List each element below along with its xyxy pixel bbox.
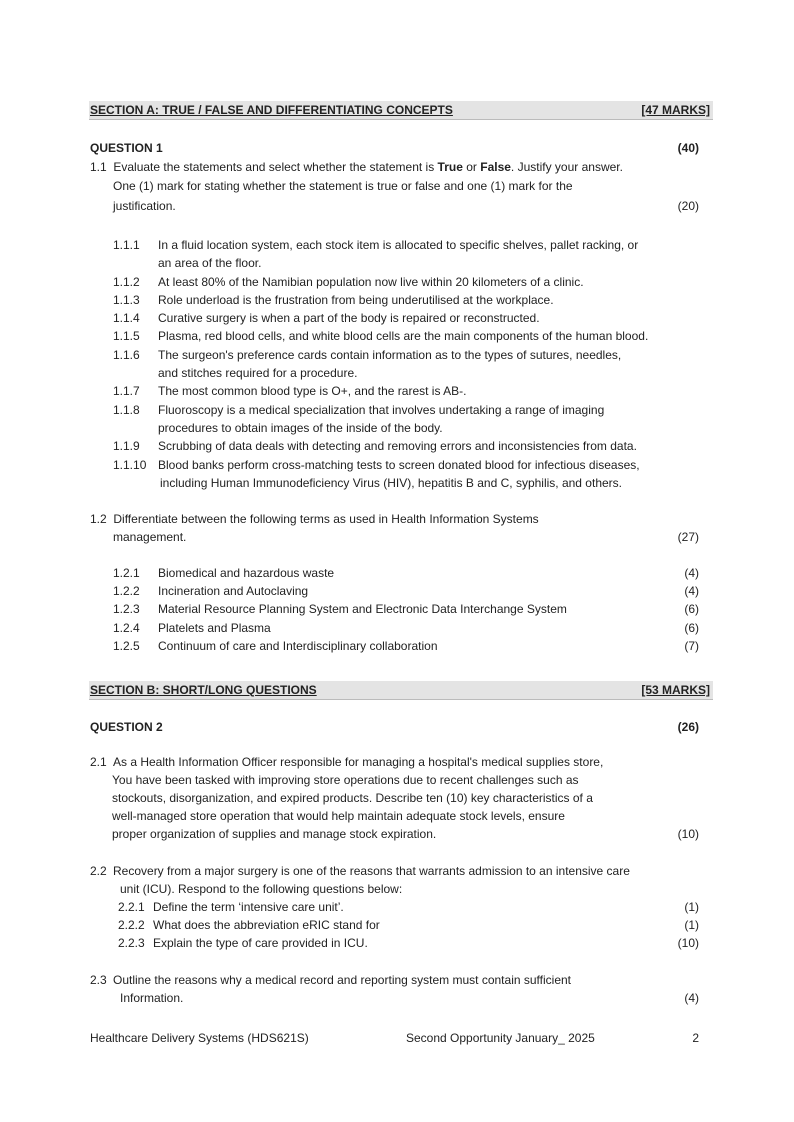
- question-number: 1.1: [90, 160, 107, 174]
- section-marks: [47 MARKS]: [641, 103, 710, 117]
- question-text: Outline the reasons why a medical record and reporting system must contain sufficient: [113, 973, 572, 987]
- text: . Justify your answer.: [510, 160, 623, 174]
- item-text: Biomedical and hazardous waste: [158, 566, 335, 580]
- statement-text: including Human Immunodeficiency Virus (HIV), hepatitis B and C, syphilis, and others.: [160, 476, 622, 490]
- statement-text: In a fluid location system, each stock item is allocated to specific shelves, pallet racking, or: [158, 238, 639, 252]
- item-number: 1.1.2: [113, 275, 140, 289]
- question-text: well-managed store operation that would help maintain adequate stock levels, ensure: [112, 809, 565, 823]
- item-number: 1.1.8: [113, 403, 140, 417]
- statement-text: Scrubbing of data deals with detecting and removing errors and inconsistencies from data.: [158, 439, 637, 453]
- text: Differentiate between the following terms as used in Health Information Systems: [113, 512, 539, 526]
- question-number: 1.2: [90, 512, 107, 526]
- footer-exam: Second Opportunity January_ 2025: [406, 1031, 595, 1045]
- item-marks: (4): [684, 566, 699, 580]
- question-title: QUESTION 1: [90, 141, 163, 155]
- item-number: 1.1.4: [113, 311, 140, 325]
- item-number: 1.2.4: [113, 621, 140, 635]
- item-text: Platelets and Plasma: [158, 621, 271, 635]
- question-1-2: [90, 512, 539, 526]
- statement-text: The most common blood type is O+, and the rarest is AB-.: [158, 384, 467, 398]
- item-number: 1.1.1: [113, 238, 140, 252]
- item-number: 1.1.3: [113, 293, 140, 307]
- question-text: Recovery from a major surgery is one of the reasons that warrants admission to an intensive care: [113, 864, 630, 878]
- section-b-header: [89, 681, 713, 700]
- item-text: Incineration and Autoclaving: [158, 584, 309, 598]
- question-text: As a Health Information Officer responsible for managing a hospital's medical supplies store,: [113, 755, 604, 769]
- item-text: Explain the type of care provided in ICU.: [153, 936, 368, 950]
- question-text: proper organization of supplies and manage stock expiration.: [112, 827, 437, 841]
- section-title: SECTION B: SHORT/LONG QUESTIONS: [90, 683, 317, 697]
- item-number: 1.2.1: [113, 566, 140, 580]
- item-text: What does the abbreviation eRIC stand for: [153, 918, 380, 932]
- item-marks: (1): [684, 900, 699, 914]
- section-title: SECTION A: TRUE / FALSE AND DIFFERENTIATING CONCEPTS: [90, 103, 453, 117]
- item-number: 1.1.9: [113, 439, 140, 453]
- statement-text: Blood banks perform cross-matching tests to screen donated blood for infectious diseases,: [158, 458, 640, 472]
- text: True: [437, 160, 463, 174]
- item-marks: (7): [684, 639, 699, 653]
- question-marks: (27): [677, 530, 699, 544]
- item-number: 2.2.2: [118, 918, 145, 932]
- statement-text: Curative surgery is when a part of the body is repaired or reconstructed.: [158, 311, 540, 325]
- statement-text: At least 80% of the Namibian population now live within 20 kilometers of a clinic.: [158, 275, 584, 289]
- statement-text: The surgeon's preference cards contain information as to the types of sutures, needles,: [158, 348, 622, 362]
- section-a-header: [89, 101, 713, 120]
- item-text: Continuum of care and Interdisciplinary collaboration: [158, 639, 438, 653]
- question-text: unit (ICU). Respond to the following questions below:: [120, 882, 403, 896]
- item-text: Define the term ‘intensive care unit’.: [153, 900, 344, 914]
- question-title: QUESTION 2: [90, 720, 163, 734]
- text: Evaluate the statements and select whether the statement is: [113, 160, 438, 174]
- item-marks: (6): [684, 621, 699, 635]
- section-marks: [53 MARKS]: [641, 683, 710, 697]
- item-marks: (1): [684, 918, 699, 932]
- statement-text: procedures to obtain images of the inside of the body.: [158, 421, 443, 435]
- item-marks: (4): [684, 584, 699, 598]
- statement-text: an area of the floor.: [158, 256, 262, 270]
- item-number: 1.2.2: [113, 584, 140, 598]
- footer-course: Healthcare Delivery Systems (HDS621S): [90, 1031, 309, 1045]
- question-number: 2.2: [90, 864, 107, 878]
- item-text: Material Resource Planning System and Electronic Data Interchange System: [158, 602, 567, 616]
- item-number: 2.2.3: [118, 936, 145, 950]
- question-number: 2.3: [90, 973, 107, 987]
- text: False: [480, 160, 511, 174]
- statement-text: Fluoroscopy is a medical specialization that involves undertaking a range of imaging: [158, 403, 605, 417]
- text: management.: [113, 530, 187, 544]
- page-number: 2: [692, 1031, 699, 1045]
- question-marks: (10): [677, 827, 699, 841]
- question-1-1-instruction: [90, 160, 623, 174]
- question-text: Information.: [120, 991, 184, 1005]
- instruction-line: justification.: [113, 199, 176, 213]
- item-number: 1.1.5: [113, 329, 140, 343]
- item-number: 1.2.3: [113, 602, 140, 616]
- question-text: stockouts, disorganization, and expired products. Describe ten (10) key characteristics of a: [112, 791, 593, 805]
- item-number: 1.1.10: [113, 458, 147, 472]
- text: or: [462, 160, 481, 174]
- item-marks: (6): [684, 602, 699, 616]
- question-marks: (26): [677, 720, 699, 734]
- statement-text: Role underload is the frustration from being underutilised at the workplace.: [158, 293, 554, 307]
- question-number: 2.1: [90, 755, 107, 769]
- item-marks: (10): [677, 936, 699, 950]
- item-number: 2.2.1: [118, 900, 145, 914]
- item-number: 1.1.7: [113, 384, 140, 398]
- item-number: 1.1.6: [113, 348, 140, 362]
- question-text: You have been tasked with improving store operations due to recent challenges such as: [112, 773, 579, 787]
- statement-text: and stitches required for a procedure.: [158, 366, 358, 380]
- statement-text: Plasma, red blood cells, and white blood cells are the main components of the human blood.: [158, 329, 649, 343]
- instruction-line: One (1) mark for stating whether the statement is true or false and one (1) mark for the: [113, 179, 573, 193]
- question-marks: (20): [677, 199, 699, 213]
- item-number: 1.2.5: [113, 639, 140, 653]
- question-marks: (40): [677, 141, 699, 155]
- question-marks: (4): [684, 991, 699, 1005]
